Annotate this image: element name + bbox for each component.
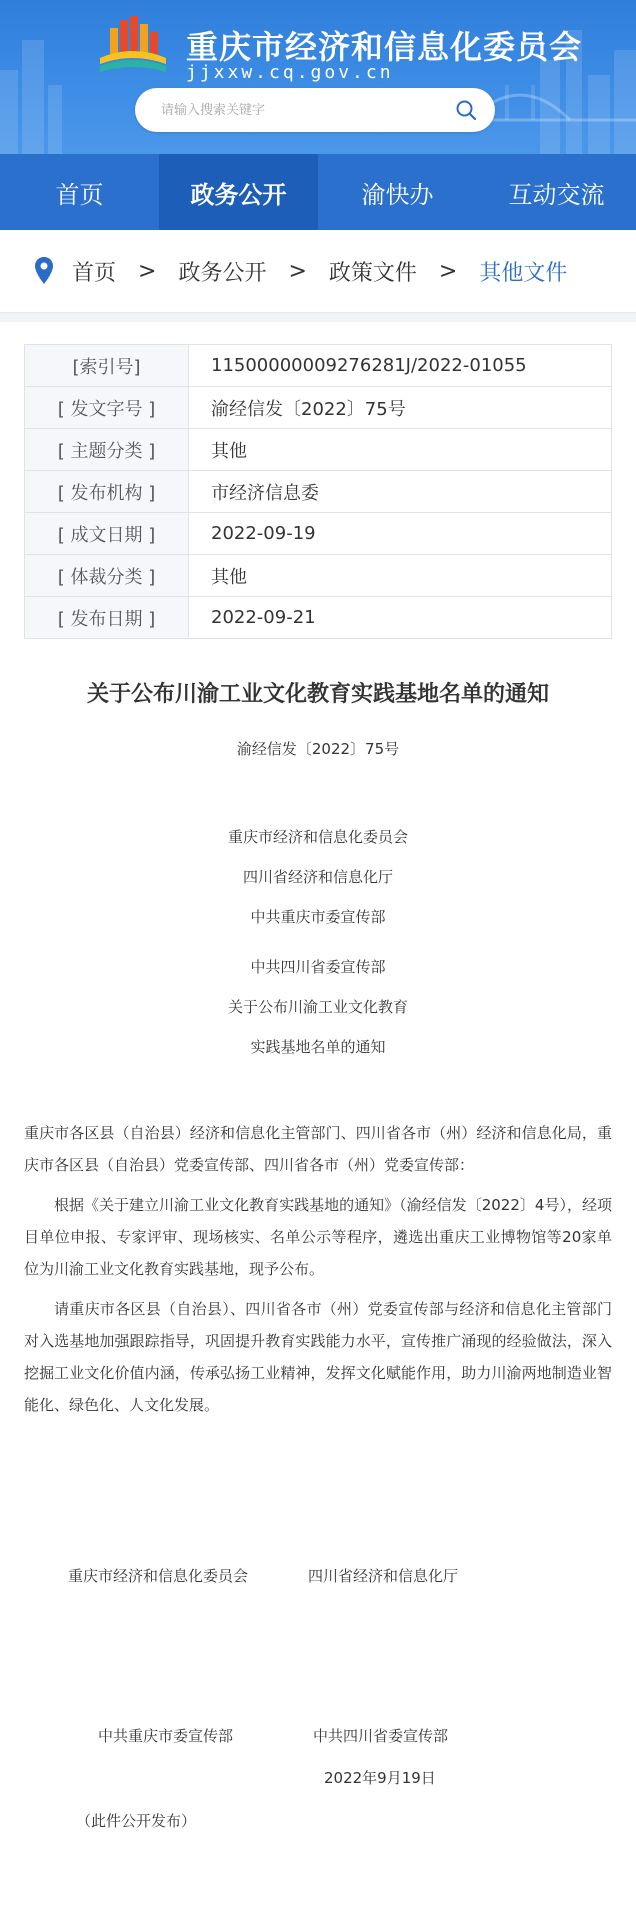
breadcrumb-other-documents[interactable]: 其他文件 bbox=[479, 260, 568, 286]
info-label-topic: [ 主题分类 ] bbox=[25, 429, 189, 471]
info-value-genre: 其他 bbox=[189, 555, 612, 597]
article-paragraph: 根据《关于建立川渝工业文化教育实践基地的通知》（渝经信发〔2022〕4号），经项目单位申报、专家评审、现场核实、名单公示等程序，遴选出重庆工业博物馆等20家单位为川渝工业文化教育实践基地，现予公布。 bbox=[24, 1196, 612, 1278]
nav-item-home[interactable]: 首页 bbox=[55, 180, 104, 209]
site-title: 重庆市经济和信息化委员会 bbox=[186, 28, 583, 66]
nav-item-government-affairs[interactable]: 政务公开 bbox=[159, 154, 318, 230]
info-value-publisher: 市经济信息委 bbox=[189, 471, 612, 513]
signature-cq-economy: 重庆市经济和信息化委员会 bbox=[68, 1567, 249, 1585]
location-pin-icon bbox=[34, 256, 54, 286]
main-nav bbox=[0, 154, 636, 230]
table-row bbox=[25, 555, 612, 597]
breadcrumb bbox=[0, 230, 636, 312]
info-value-doc-number: 渝经信发〔2022〕75号 bbox=[189, 387, 612, 429]
site-domain: jjxxw.cq.gov.cn bbox=[186, 62, 394, 83]
site-header bbox=[0, 0, 636, 154]
signature-date: 2022年9月19日 bbox=[324, 1769, 436, 1787]
issuer-block bbox=[0, 817, 636, 1067]
search-box bbox=[135, 88, 495, 132]
article-doc-number: 渝经信发〔2022〕75号 bbox=[236, 740, 400, 758]
table-row bbox=[25, 513, 612, 555]
article-body bbox=[24, 1117, 612, 1421]
info-label-genre: [ 体裁分类 ] bbox=[25, 555, 189, 597]
breadcrumb-separator: > bbox=[438, 258, 458, 284]
public-release-note: （此件公开发布） bbox=[76, 1812, 197, 1830]
info-value-topic: 其他 bbox=[189, 429, 612, 471]
search-input[interactable] bbox=[161, 103, 455, 118]
article-paragraph: 请重庆市各区县（自治县）、四川省各市（州）党委宣传部与经济和信息化主管部门对入选基地加强跟踪指导，巩固提升教育实践能力水平，宣传推广涌现的经验做法，深入挖掘工业文化价值内涵，传承弘扬工业精神，发挥文化赋能作用，助力川渝两地制造业智能化、绿色化、人文化发展。 bbox=[24, 1300, 612, 1414]
signature-cq-propaganda: 中共重庆市委宣传部 bbox=[98, 1727, 234, 1745]
heading-line: 实践基地名单的通知 bbox=[250, 1038, 386, 1056]
signature-sc-economy: 四川省经济和信息化厅 bbox=[308, 1567, 459, 1585]
breadcrumb-separator: > bbox=[138, 258, 157, 284]
info-label-publisher: [ 发布机构 ] bbox=[25, 471, 189, 513]
info-label-publish-date: [ 发布日期 ] bbox=[25, 597, 189, 639]
nav-item-yukuaiban[interactable]: 渝快办 bbox=[361, 180, 434, 209]
breadcrumb-policy-documents[interactable]: 政策文件 bbox=[328, 260, 417, 286]
table-row bbox=[25, 429, 612, 471]
info-label-written-date: [ 成文日期 ] bbox=[25, 513, 189, 555]
site-logo[interactable] bbox=[96, 14, 170, 80]
document-info-table bbox=[24, 344, 612, 639]
signature-sc-propaganda: 中共四川省委宣传部 bbox=[313, 1727, 449, 1745]
table-row bbox=[25, 471, 612, 513]
issuer-line: 中共重庆市委宣传部 bbox=[250, 908, 386, 926]
table-row bbox=[25, 597, 612, 639]
breadcrumb-government-affairs[interactable]: 政务公开 bbox=[178, 260, 267, 286]
info-label-index: [索引号] bbox=[25, 345, 189, 387]
info-value-index: 11500000009276281J/2022-01055 bbox=[189, 345, 612, 387]
heading-line: 中共四川省委宣传部 bbox=[250, 958, 386, 976]
breadcrumb-home[interactable]: 首页 bbox=[72, 260, 117, 286]
article-addressee: 重庆市各区县（自治县）经济和信息化主管部门、四川省各市（州）经济和信息化局，重庆市各区县（自治县）党委宣传部、四川省各市（州）党委宣传部： bbox=[24, 1124, 612, 1174]
heading-line: 关于公布川渝工业文化教育 bbox=[227, 998, 408, 1016]
search-icon[interactable] bbox=[455, 99, 477, 121]
table-row bbox=[25, 345, 612, 387]
info-label-doc-number: [ 发文字号 ] bbox=[25, 387, 189, 429]
table-row bbox=[25, 387, 612, 429]
article-title: 关于公布川渝工业文化教育实践基地名单的通知 bbox=[86, 681, 549, 707]
issuer-line: 四川省经济和信息化厅 bbox=[242, 868, 393, 886]
info-value-written-date: 2022-09-19 bbox=[189, 513, 612, 555]
nav-item-interaction[interactable]: 互动交流 bbox=[508, 180, 605, 209]
section-divider bbox=[0, 312, 636, 322]
breadcrumb-separator: > bbox=[288, 258, 307, 284]
info-value-publish-date: 2022-09-21 bbox=[189, 597, 612, 639]
issuer-line: 重庆市经济和信息化委员会 bbox=[227, 828, 408, 846]
